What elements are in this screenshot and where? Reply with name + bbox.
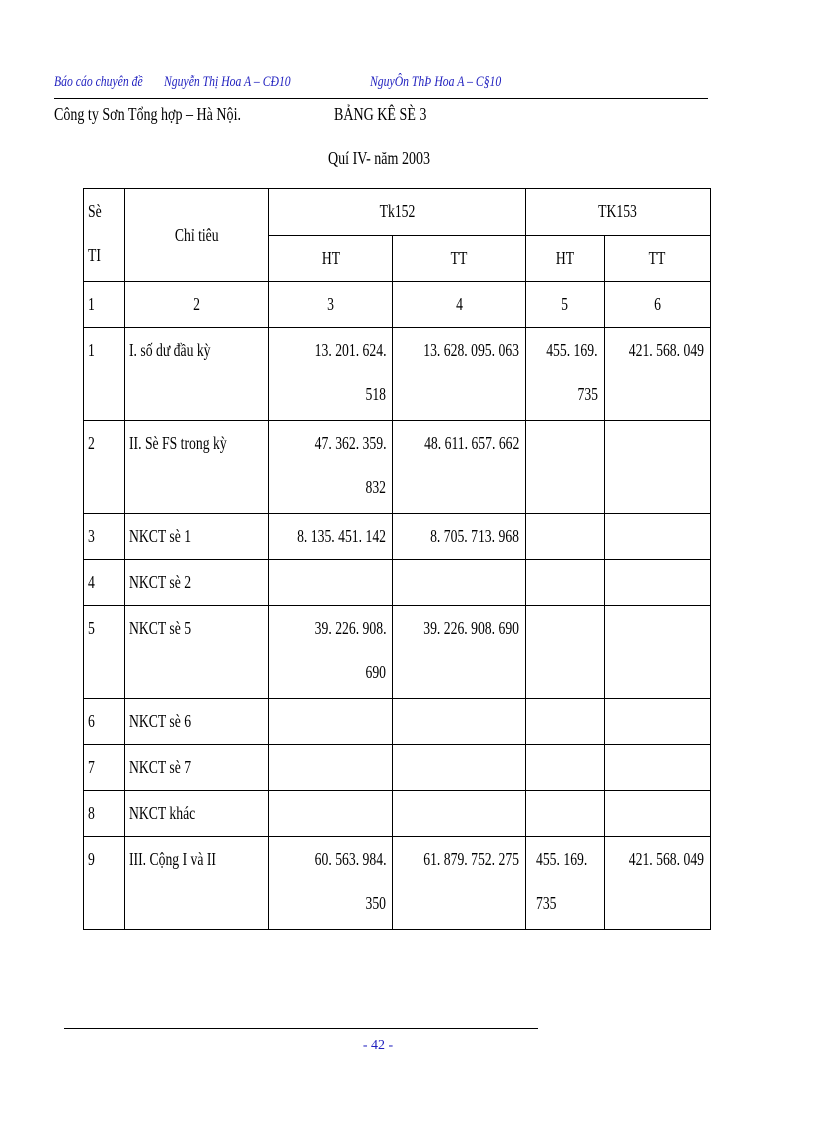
row-number: 6 [88, 711, 95, 731]
period-label: Quí IV- năm 2003 [328, 148, 431, 168]
row-label: NKCT khác [129, 803, 196, 823]
row-number: 4 [88, 572, 95, 592]
column-index: 3 [327, 294, 334, 314]
table-row [84, 514, 711, 560]
column-index-row [84, 282, 711, 328]
row-number: 9 [88, 849, 95, 869]
row-number: 1 [88, 340, 95, 360]
header-ht-152-text: HT [321, 248, 340, 268]
row-label: NKCT sè 5 [129, 618, 192, 638]
header-ht-153 [526, 236, 605, 282]
cell-tk152-ht-cont: 350 [365, 893, 386, 913]
header-report-label: Báo cáo chuyên đề [54, 74, 143, 90]
row-number: 2 [88, 433, 95, 453]
table-row [84, 421, 711, 514]
header-tk152-text: Tk152 [379, 201, 415, 221]
header-item [125, 189, 269, 282]
header-stt-line1: Sè [88, 201, 102, 221]
table-row [84, 606, 711, 699]
cell-tk152-ht-cont: 690 [365, 662, 386, 682]
header-ht-152 [269, 236, 393, 282]
table-row [84, 837, 711, 930]
header-tk152 [269, 189, 526, 236]
cell-tk153-ht-cont: 735 [536, 893, 557, 913]
cell-tk153-ht-cont: 735 [576, 384, 598, 404]
row-number: 3 [88, 526, 95, 546]
header-stt-line2: TI [88, 245, 101, 265]
row-label: NKCT sè 2 [129, 572, 192, 592]
cell-tk153-tt: 421. 568. 049 [628, 340, 704, 360]
column-index: 4 [455, 294, 463, 314]
column-index: 2 [193, 294, 200, 314]
cell-tk153-ht: 455. 169. [536, 849, 588, 869]
page-number: - 42 - [362, 1038, 394, 1053]
header-tt-152-text: TT [450, 248, 468, 268]
cell-tk152-tt: 48. 611. 657. 662 [423, 433, 519, 453]
row-number: 5 [88, 618, 95, 638]
cell-tk152-ht: 13. 201. 624. [314, 340, 386, 360]
header-ht-153-text: HT [555, 248, 574, 268]
cell-tk153-tt: 421. 568. 049 [628, 849, 704, 869]
header-item-text: Chỉ tiêu [174, 225, 219, 245]
header-tk153-text: TK153 [598, 201, 638, 221]
row-number: 8 [88, 803, 95, 823]
row-label: II. Sè FS trong kỳ [129, 433, 227, 453]
cell-tk152-ht: 39. 226. 908. [314, 618, 386, 638]
header-tk153 [526, 189, 711, 236]
cell-tk152-ht-cont: 518 [365, 384, 386, 404]
header-tt-153 [604, 236, 710, 282]
cell-tk152-tt: 13. 628. 095. 063 [423, 340, 519, 360]
row-label: NKCT sè 1 [129, 526, 192, 546]
document-title: BẢNG KÊ SÈ 3 [334, 104, 427, 124]
header-author: Nguyễn Thị Hoa A – CĐ10 [164, 74, 291, 90]
cell-tk152-ht: 8. 135. 451. 142 [297, 526, 386, 546]
column-index: 5 [561, 294, 569, 314]
cell-tk152-ht-cont: 832 [365, 477, 386, 497]
header-author-garbled: NguyÔn ThÞ Hoa A – C§10 [370, 74, 502, 90]
header-tt-153-text: TT [648, 248, 666, 268]
row-label: NKCT sè 7 [129, 757, 192, 777]
cell-tk152-tt: 61. 879. 752. 275 [423, 849, 519, 869]
running-header [54, 72, 708, 99]
row-number: 7 [88, 757, 95, 777]
cell-tk153-ht: 455. 169. [546, 340, 598, 360]
company-name: Công ty Sơn Tổng hợp – Hà Nội. [54, 104, 241, 124]
ledger-table [83, 188, 711, 930]
column-index: 6 [653, 294, 661, 314]
cell-tk152-ht: 47. 362. 359. [314, 433, 386, 453]
table-row [84, 791, 711, 837]
row-label: NKCT sè 6 [129, 711, 192, 731]
header-tt-152 [393, 236, 526, 282]
cell-tk152-tt: 39. 226. 908. 690 [423, 618, 519, 638]
table-row [84, 745, 711, 791]
row-label: III. Cộng I và II [129, 849, 216, 869]
footer-rule [64, 1028, 538, 1029]
row-label: I. số dư đầu kỳ [129, 340, 211, 360]
column-index: 1 [88, 294, 95, 314]
table-row [84, 560, 711, 606]
table-row [84, 699, 711, 745]
cell-tk152-tt: 8. 705. 713. 968 [430, 526, 519, 546]
table-row [84, 328, 711, 421]
cell-tk152-ht: 60. 563. 984. [314, 849, 386, 869]
header-stt [84, 189, 125, 282]
